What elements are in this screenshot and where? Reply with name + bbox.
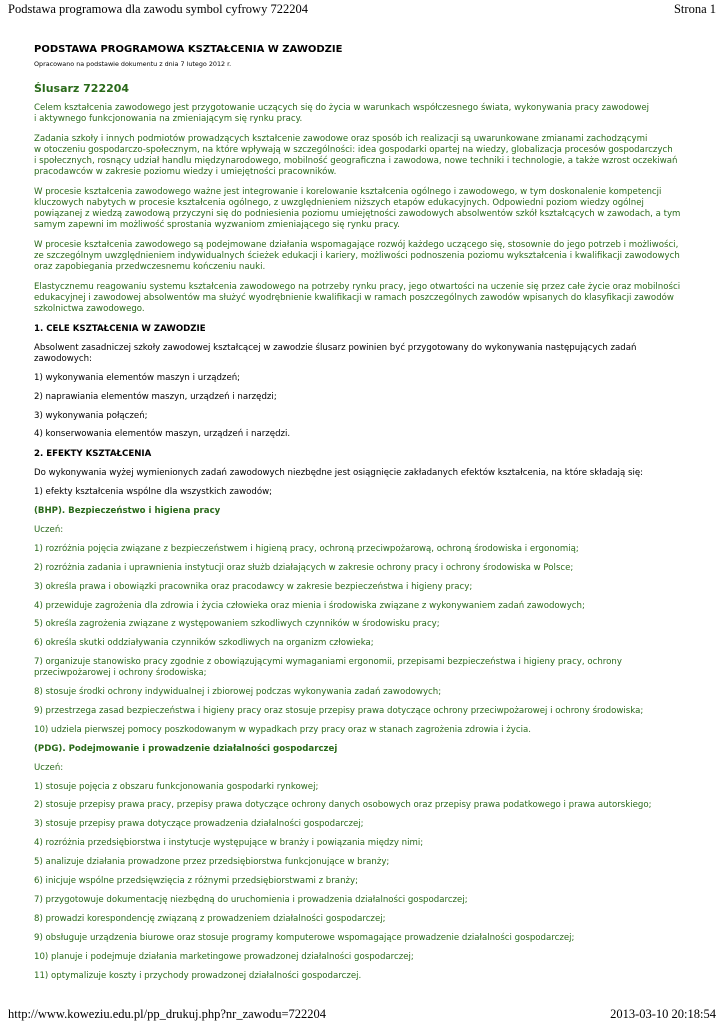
bhp-item [34,657,694,679]
pdg-item: 2) stosuje przepisy prawa pracy, przepisy prawa dotyczące ochrony danych osobowych oraz przepisy prawa podatkowego i prawa autorskiego; [34,800,652,811]
bhp-item-line: 10) udziela pierwszej pomocy poszkodowanym w wypadkach przy pracy oraz w stanach zagrożenia zdrowia i życia. [34,724,531,735]
print-footer-timestamp: 2013-03-10 20:18:54 [610,1007,716,1021]
intro-paragraph [34,187,694,231]
bhp-item-line: 5) określa zagrożenia związane z występowaniem szkodliwych czynników w środowisku pracy; [34,619,440,630]
intro-paragraph [34,240,694,273]
pdg-item: 4) rozróżnia przedsiębiorstwa i instytucje występujące w branży i powiązania między nimi; [34,838,424,849]
bhp-item-line: 1) rozróżnia pojęcia związane z bezpieczeństwem i higieną pracy, ochroną przeciwpożarową, ochroną środowiska i ergonomią; [34,543,579,554]
bhp-item-line: 9) przestrzega zasad bezpieczeństwa i higieny pracy oraz stosuje przepisy prawa dotyczące ochrony przeciwpożarowej i ochrony środowiska; [34,706,644,717]
intro-paragraph [34,134,694,178]
pdg-item: 10) planuje i podejmuje działania marketingowe prowadzonej działalności gospodarczej; [34,951,414,962]
pdg-item: 8) prowadzi korespondencję związaną z prowadzeniem działalności gospodarczej; [34,913,386,924]
pdg-heading: (PDG). Podejmowanie i prowadzenie działalności gospodarczej [34,743,338,754]
intro-paragraph [34,103,694,125]
pdg-item: 5) analizuje działania prowadzone przez przedsiębiorstwa funkcjonujące w branży; [34,857,390,868]
list-item: 3) wykonywania połączeń; [34,410,148,421]
profession-heading: Ślusarz 722204 [34,82,130,95]
list-item: 1) wykonywania elementów maszyn i urządzeń; [34,372,241,383]
bhp-item-line: 7) organizuje stanowisko pracy zgodnie z obowiązującymi wymaganiami ergonomii, przepisami bezpieczeństwa i higieny pracy, ochrony [34,657,622,668]
document-body [34,44,694,982]
list-item: 2) naprawiania elementów maszyn, urządzeń i narzędzi; [34,391,277,402]
bhp-item [34,725,694,736]
section-1-heading: 1. CELE KSZTAŁCENIA W ZAWODZIE [34,324,206,334]
document-subtitle: Opracowano na podstawie dokumentu z dnia 7 lutego 2012 r. [34,60,232,68]
pdg-item: 1) stosuje pojęcia z obszaru funkcjonowania gospodarki rynkowej; [34,781,319,792]
intro-paragraph-line: ze szczególnym uwzględnieniem indywidualnych ścieżek edukacji i kariery, możliwości podnoszenia poziomu wykształcenia i kwalifikacji zawodowych [34,251,680,261]
intro-paragraph-line: kluczowych nabytych w procesie kształcenia ogólnego, z uwzględnieniem niższych etapów edukacyjnych. Odpowiedni poziom wiedzy ogólnej [34,198,644,208]
bhp-item-line: przeciwpożarowej i ochrony środowiska; [34,668,207,679]
print-footer-url: http://www.koweziu.edu.pl/pp_drukuj.php?nr_zawodu=722204 [8,1007,326,1021]
bhp-item [34,687,694,698]
bhp-item [34,706,694,717]
bhp-item-line: 3) określa prawa i obowiązki pracownika oraz pracodawcy w zakresie bezpieczeństwa i higieny pracy; [34,581,473,592]
intro-paragraph-line: W procesie kształcenia zawodowego ważne jest integrowanie i korelowanie kształcenia ogólnego i zawodowego, w tym doskonalenie kompetencji [34,187,662,197]
intro-paragraph-line: szkolnictwa zawodowego. [34,304,145,314]
intro-paragraph-line: Elastycznemu reagowaniu systemu kształcenia zawodowego na potrzeby rynku pracy, jego otwartości na uczenie się przez całe życie oraz mobilności [34,282,681,292]
document-title: PODSTAWA PROGRAMOWA KSZTAŁCENIA W ZAWODZIE [34,44,343,55]
intro-paragraph [34,282,694,315]
intro-paragraph-line: Zadania szkoły i innych podmiotów prowadzących kształcenie zawodowe oraz sposób ich realizacji są uwarunkowane zmianami zachodzącymi [34,134,648,144]
pdg-item: 9) obsługuje urządzenia biurowe oraz stosuje programy komputerowe wspomagające prowadzenie działalności gospodarczej; [34,932,575,943]
intro-paragraph-line: w otoczeniu gospodarczo-społecznym, na które wpływają w szczególności: idea gospodarki opartej na wiedzy, globalizacja procesów gospodarczych [34,145,673,155]
section-2-sub: 1) efekty kształcenia wspólne dla wszystkich zawodów; [34,487,273,498]
section-1-lead-line: Absolwent zasadniczej szkoły zawodowej kształcącej w zawodzie ślusarz powinien być przygotowany do wykonywania następujących zadań [34,342,637,353]
bhp-heading: (BHP). Bezpieczeństwo i higiena pracy [34,506,221,517]
section-2-lead: Do wykonywania wyżej wymienionych zadań zawodowych niezbędne jest osiągnięcie zakładanych efektów kształcenia, na które składają się: [34,468,644,479]
bhp-student-label: Uczeń: [34,525,64,536]
print-page-number: Strona 1 [673,2,716,16]
bhp-item [34,544,694,555]
intro-paragraph-line: powiązanej z wiedzą zawodową przyczyni się do podniesienia poziomu umiejętności zawodowych absolwentów szkół kształcących w zawodach, a tym [34,209,681,219]
bhp-item [34,582,694,593]
bhp-item [34,619,694,630]
intro-paragraph-line: Celem kształcenia zawodowego jest przygotowanie uczących się do życia w warunkach współczesnego świata, wykonywania pracy zawodowej [34,103,650,113]
bhp-item-line: 4) przewiduje zagrożenia dla zdrowia i życia człowieka oraz mienia i środowiska związane z wykonywaniem zadań zawodowych; [34,600,585,611]
bhp-item [34,638,694,649]
bhp-item-line: 8) stosuje środki ochrony indywidualnej i zbiorowej podczas wykonywania zadań zawodowych; [34,687,442,698]
section-2-body [34,468,694,981]
intro-paragraphs [34,103,694,315]
list-item: 4) konserwowania elementów maszyn, urządzeń i narzędzi. [34,429,291,440]
intro-paragraph-line: W procesie kształcenia zawodowego są podejmowane działania wspomagające rozwój każdego uczącego się, stosownie do jego potrzeb i możliwości, [34,240,679,250]
section-2-heading: 2. EFEKTY KSZTAŁCENIA [34,449,152,460]
bhp-item [34,563,694,574]
intro-paragraph-line: pracodawców w zakresie poziomu wiedzy i umiejętności pracowników. [34,167,337,177]
section-1-body [34,343,694,441]
print-header-title: Podstawa programowa dla zawodu symbol cyfrowy 722204 [8,2,308,16]
bhp-item-line: 2) rozróżnia zadania i uprawnienia instytucji oraz służb działających w zakresie ochrony pracy i ochrony środowiska w Polsce; [34,562,574,573]
pdg-item: 7) przygotowuje dokumentację niezbędną do uruchomienia i prowadzenia działalności gospodarczej; [34,894,468,905]
intro-paragraph-line: samym zapewni im możliwość sprostania wyzwaniom zmieniającego się rynku pracy. [34,220,400,230]
pdg-item: 3) stosuje przepisy prawa dotyczące prowadzenia działalności gospodarczej; [34,819,364,830]
intro-paragraph-line: i społecznych, rosnący udział handlu międzynarodowego, mobilność geograficzna i zawodowa, nowe techniki i technologie, a także wzrost oczekiwań [34,156,678,166]
print-header [8,2,716,17]
intro-paragraph-line: edukacyjnej i zawodowej absolwentów ma służyć wyodrębnienie kwalifikacji w ramach poszczególnych zawodów wpisanych do klasyfikacji zawodów [34,293,674,303]
bhp-item-line: 6) określa skutki oddziaływania czynników szkodliwych na organizm człowieka; [34,638,374,649]
section-1-lead [34,343,694,365]
pdg-item: 11) optymalizuje koszty i przychody prowadzonej działalności gospodarczej. [34,970,362,981]
intro-paragraph-line: i aktywnego funkcjonowania na zmieniającym się rynku pracy. [34,114,303,124]
bhp-item [34,601,694,612]
pdg-item: 6) inicjuje wspólne przedsięwzięcia z różnymi przedsiębiorstwami z branży; [34,876,359,887]
section-1-lead-line: zawodowych: [34,353,92,364]
intro-paragraph-line: oraz zapobiegania przedwczesnemu kończeniu nauki. [34,262,266,272]
pdg-student-label: Uczeń: [34,762,64,773]
print-footer [8,1007,716,1022]
